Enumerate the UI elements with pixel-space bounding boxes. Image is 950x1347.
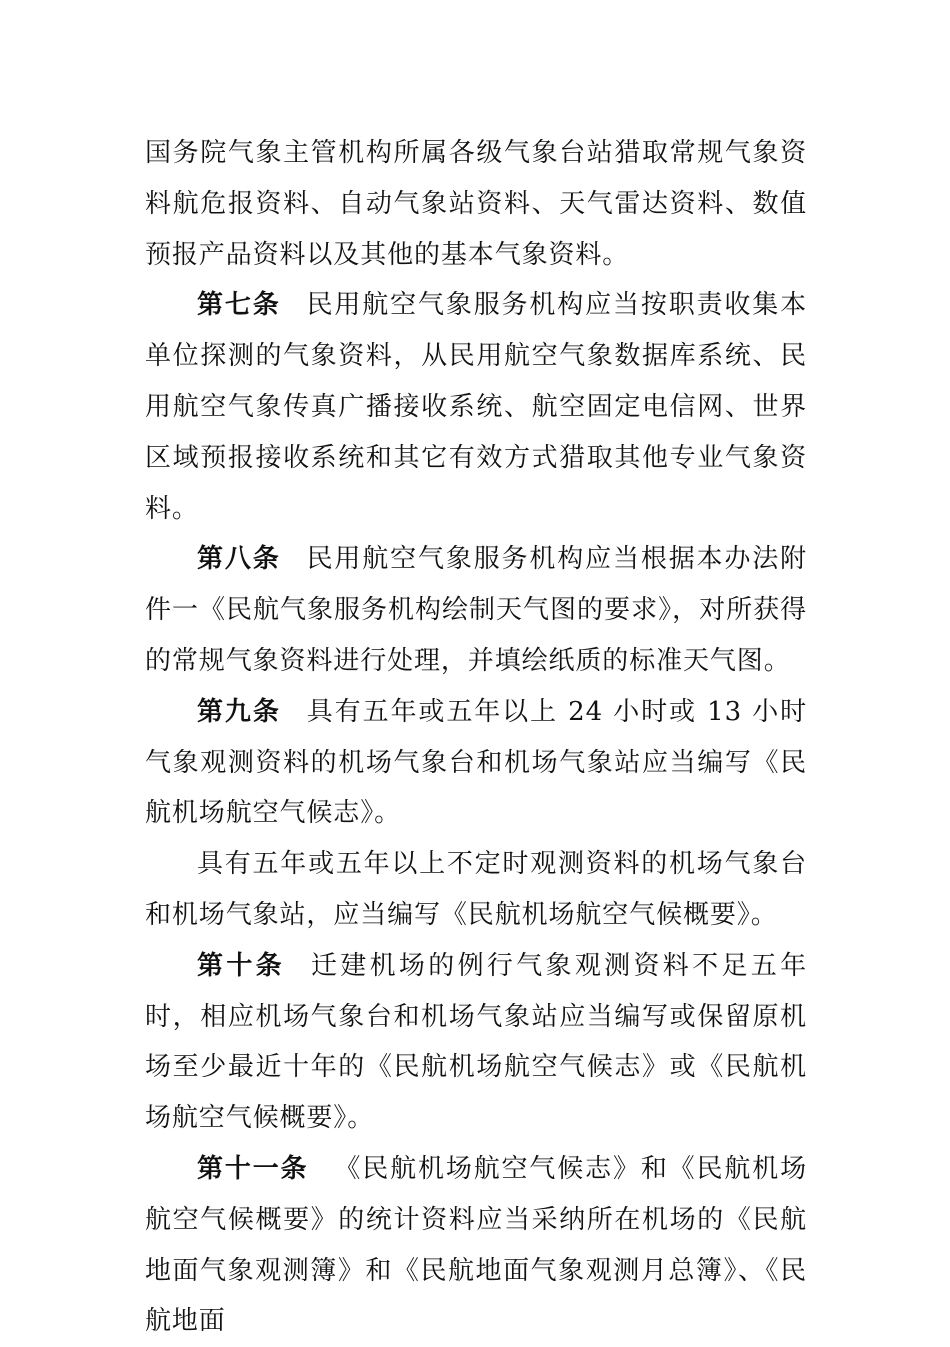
article-7	[145, 280, 807, 534]
article-11	[145, 1144, 807, 1347]
article-label: 第七条	[197, 290, 281, 321]
article-label: 第十条	[197, 950, 285, 981]
article-text: 民用航空气象服务机构应当根据本办法附件一《民航气象服务机构绘制天气图的要求》，对所获得的常规气象资料进行处理，并填绘纸质的标准天气图。	[145, 544, 808, 676]
article-8	[145, 534, 807, 686]
article-10	[145, 941, 807, 1144]
article-label: 第十一条	[197, 1153, 309, 1184]
article-9	[145, 687, 807, 839]
paragraph-text: 具有五年或五年以上不定时观测资料的机场气象台和机场气象站，应当编写《民航机场航空气候概要》。	[145, 849, 807, 930]
article-9-clause-2	[145, 839, 807, 941]
article-text: 具有五年或五年以上 24 小时或 13 小时气象观测资料的机场气象台和机场气象站应当编写《民航机场航空气候志》。	[145, 696, 808, 829]
article-text: 迁建机场的例行气象观测资料不足五年时，相应机场气象台和机场气象站应当编写或保留原机场至少最近十年的《民航机场航空气候志》或《民航机场航空气候概要》。	[145, 950, 807, 1134]
paragraph-continuation	[145, 128, 807, 280]
article-label: 第九条	[197, 696, 281, 727]
document-body	[145, 128, 807, 1347]
article-text: 《民航机场航空气候志》和《民航机场航空气候概要》的统计资料应当采纳所在机场的《民航地面气象观测簿》和《民航地面气象观测月总簿》、《民航地面	[145, 1153, 807, 1337]
article-label: 第八条	[197, 544, 281, 575]
article-text: 民用航空气象服务机构应当按职责收集本单位探测的气象资料，从民用航空气象数据库系统、民用航空气象传真广播接收系统、航空固定电信网、世界区域预报接收系统和其它有效方式猎取其他专业气象资料。	[145, 290, 808, 524]
paragraph-text: 国务院气象主管机构所属各级气象台站猎取常规气象资料航危报资料、自动气象站资料、天气雷达资料、数值预报产品资料以及其他的基本气象资料。	[145, 138, 807, 270]
